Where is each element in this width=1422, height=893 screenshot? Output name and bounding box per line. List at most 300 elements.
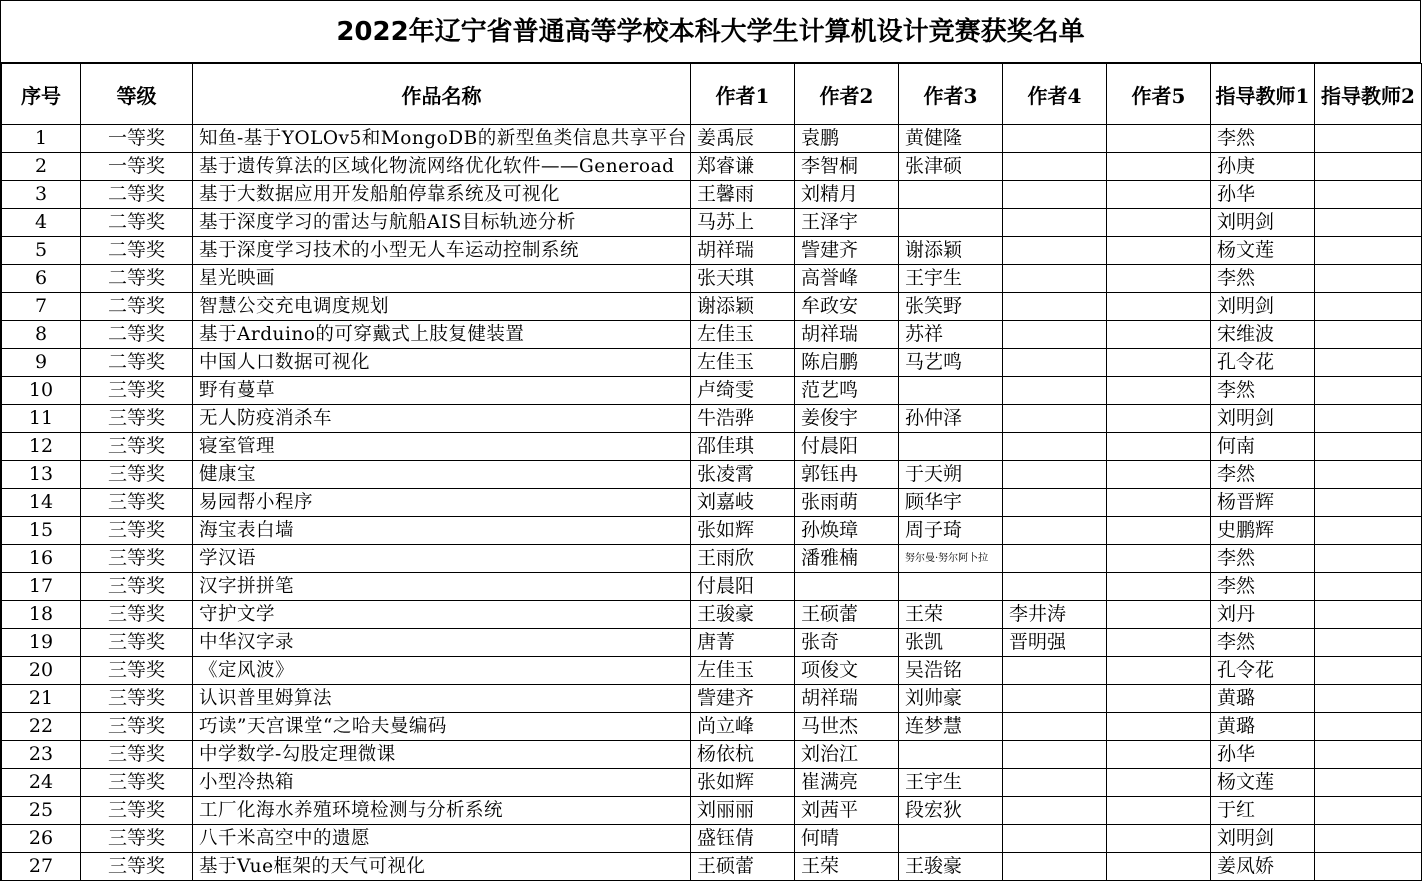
cell-author5 xyxy=(1107,237,1211,265)
cell-advisor1: 杨晋辉 xyxy=(1211,489,1315,517)
cell-author4 xyxy=(1003,545,1107,573)
cell-author3: 王宇生 xyxy=(899,769,1003,797)
cell-author3: 张笑野 xyxy=(899,293,1003,321)
cell-author2: 牟政安 xyxy=(795,293,899,321)
cell-advisor2 xyxy=(1315,293,1422,321)
cell-work-name: 小型冷热箱 xyxy=(193,769,691,797)
cell-work-name: 八千米高空中的遗愿 xyxy=(193,825,691,853)
cell-author4 xyxy=(1003,741,1107,769)
cell-advisor2 xyxy=(1315,461,1422,489)
cell-author2: 项俊文 xyxy=(795,657,899,685)
cell-level: 三等奖 xyxy=(81,685,193,713)
cell-author5 xyxy=(1107,349,1211,377)
cell-advisor1: 李然 xyxy=(1211,629,1315,657)
cell-level: 三等奖 xyxy=(81,601,193,629)
cell-author1: 王雨欣 xyxy=(691,545,795,573)
cell-author3: 王宇生 xyxy=(899,265,1003,293)
cell-author2: 袁鹏 xyxy=(795,125,899,153)
header-index: 序号 xyxy=(2,64,81,125)
cell-work-name: 中国人口数据可视化 xyxy=(193,349,691,377)
cell-author4 xyxy=(1003,825,1107,853)
header-author5: 作者5 xyxy=(1107,64,1211,125)
cell-author1: 刘嘉岐 xyxy=(691,489,795,517)
cell-advisor2 xyxy=(1315,741,1422,769)
cell-author3: 马艺鸣 xyxy=(899,349,1003,377)
cell-author5 xyxy=(1107,125,1211,153)
cell-index: 12 xyxy=(2,433,81,461)
cell-author2: 孙焕璋 xyxy=(795,517,899,545)
table-row xyxy=(2,517,1422,545)
cell-work-name: 易园帮小程序 xyxy=(193,489,691,517)
table-row xyxy=(2,853,1422,881)
cell-work-name: 基于遗传算法的区域化物流网络优化软件——Generoad xyxy=(193,153,691,181)
cell-author5 xyxy=(1107,265,1211,293)
cell-author2: 何晴 xyxy=(795,825,899,853)
cell-level: 三等奖 xyxy=(81,461,193,489)
cell-index: 2 xyxy=(2,153,81,181)
cell-author3: 张津硕 xyxy=(899,153,1003,181)
cell-index: 14 xyxy=(2,489,81,517)
cell-author2: 胡祥瑞 xyxy=(795,321,899,349)
cell-index: 17 xyxy=(2,573,81,601)
header-advisor1: 指导教师1 xyxy=(1211,64,1315,125)
cell-advisor1: 宋维波 xyxy=(1211,321,1315,349)
cell-author2: 王硕蕾 xyxy=(795,601,899,629)
cell-author4 xyxy=(1003,853,1107,881)
cell-work-name: 野有蔓草 xyxy=(193,377,691,405)
cell-advisor2 xyxy=(1315,573,1422,601)
cell-author4 xyxy=(1003,377,1107,405)
table-row xyxy=(2,797,1422,825)
cell-work-name: 基于大数据应用开发船舶停靠系统及可视化 xyxy=(193,181,691,209)
cell-author5 xyxy=(1107,825,1211,853)
header-author2: 作者2 xyxy=(795,64,899,125)
cell-author2: 郭钰冉 xyxy=(795,461,899,489)
cell-work-name: 中学数学-勾股定理微课 xyxy=(193,741,691,769)
cell-level: 三等奖 xyxy=(81,517,193,545)
cell-level: 二等奖 xyxy=(81,209,193,237)
cell-advisor2 xyxy=(1315,153,1422,181)
cell-author4 xyxy=(1003,405,1107,433)
cell-author3 xyxy=(899,433,1003,461)
cell-index: 25 xyxy=(2,797,81,825)
cell-author4: 晋明强 xyxy=(1003,629,1107,657)
cell-advisor1: 孙庚 xyxy=(1211,153,1315,181)
cell-author1: 张如辉 xyxy=(691,769,795,797)
table-row xyxy=(2,433,1422,461)
cell-author5 xyxy=(1107,657,1211,685)
cell-advisor1: 李然 xyxy=(1211,573,1315,601)
cell-author3: 孙仲泽 xyxy=(899,405,1003,433)
cell-author3: 黄健隆 xyxy=(899,125,1003,153)
cell-advisor2 xyxy=(1315,265,1422,293)
cell-work-name: 认识普里姆算法 xyxy=(193,685,691,713)
cell-author3 xyxy=(899,377,1003,405)
cell-advisor1: 黄璐 xyxy=(1211,685,1315,713)
cell-author5 xyxy=(1107,293,1211,321)
cell-advisor2 xyxy=(1315,209,1422,237)
cell-advisor1: 杨文莲 xyxy=(1211,237,1315,265)
cell-author2: 王泽宇 xyxy=(795,209,899,237)
cell-author4 xyxy=(1003,125,1107,153)
cell-author1: 王硕蕾 xyxy=(691,853,795,881)
table-row xyxy=(2,321,1422,349)
cell-author4 xyxy=(1003,321,1107,349)
cell-author1: 訾建齐 xyxy=(691,685,795,713)
cell-level: 三等奖 xyxy=(81,405,193,433)
table-row xyxy=(2,377,1422,405)
cell-author5 xyxy=(1107,405,1211,433)
table-body xyxy=(2,125,1422,881)
table-row xyxy=(2,741,1422,769)
cell-work-name: 智慧公交充电调度规划 xyxy=(193,293,691,321)
cell-author1: 刘丽丽 xyxy=(691,797,795,825)
cell-author3: 顾华宇 xyxy=(899,489,1003,517)
table-row xyxy=(2,349,1422,377)
cell-advisor1: 李然 xyxy=(1211,377,1315,405)
cell-advisor2 xyxy=(1315,125,1422,153)
cell-author2: 刘精月 xyxy=(795,181,899,209)
cell-index: 8 xyxy=(2,321,81,349)
cell-work-name: 基于深度学习的雷达与航船AIS目标轨迹分析 xyxy=(193,209,691,237)
cell-author4 xyxy=(1003,769,1107,797)
cell-index: 4 xyxy=(2,209,81,237)
cell-author2: 王荣 xyxy=(795,853,899,881)
cell-author2 xyxy=(795,573,899,601)
cell-advisor2 xyxy=(1315,769,1422,797)
cell-advisor2 xyxy=(1315,657,1422,685)
table-row xyxy=(2,825,1422,853)
cell-index: 26 xyxy=(2,825,81,853)
cell-index: 23 xyxy=(2,741,81,769)
cell-author2: 訾建齐 xyxy=(795,237,899,265)
cell-author3: 王荣 xyxy=(899,601,1003,629)
header-level: 等级 xyxy=(81,64,193,125)
cell-index: 11 xyxy=(2,405,81,433)
cell-level: 二等奖 xyxy=(81,181,193,209)
table-row xyxy=(2,769,1422,797)
cell-level: 二等奖 xyxy=(81,265,193,293)
cell-author1: 尚立峰 xyxy=(691,713,795,741)
cell-index: 9 xyxy=(2,349,81,377)
cell-author4 xyxy=(1003,293,1107,321)
cell-author2: 崔满亮 xyxy=(795,769,899,797)
cell-author1: 杨依杭 xyxy=(691,741,795,769)
table-row xyxy=(2,293,1422,321)
cell-level: 三等奖 xyxy=(81,433,193,461)
cell-author4 xyxy=(1003,433,1107,461)
cell-author4 xyxy=(1003,209,1107,237)
cell-author4 xyxy=(1003,237,1107,265)
cell-advisor1: 杨文莲 xyxy=(1211,769,1315,797)
table-row xyxy=(2,153,1422,181)
cell-work-name: 巧读”天宫课堂“之哈夫曼编码 xyxy=(193,713,691,741)
table-row xyxy=(2,237,1422,265)
cell-author1: 胡祥瑞 xyxy=(691,237,795,265)
cell-advisor2 xyxy=(1315,601,1422,629)
cell-level: 三等奖 xyxy=(81,489,193,517)
cell-advisor2 xyxy=(1315,853,1422,881)
header-author1: 作者1 xyxy=(691,64,795,125)
cell-author5 xyxy=(1107,517,1211,545)
cell-advisor2 xyxy=(1315,685,1422,713)
cell-author5 xyxy=(1107,461,1211,489)
cell-author1: 张天琪 xyxy=(691,265,795,293)
table-row xyxy=(2,405,1422,433)
header-advisor2: 指导教师2 xyxy=(1315,64,1422,125)
cell-author3: 吴浩铭 xyxy=(899,657,1003,685)
cell-author2: 付晨阳 xyxy=(795,433,899,461)
cell-advisor2 xyxy=(1315,181,1422,209)
cell-author3 xyxy=(899,825,1003,853)
cell-author5 xyxy=(1107,573,1211,601)
cell-advisor2 xyxy=(1315,405,1422,433)
cell-advisor2 xyxy=(1315,629,1422,657)
cell-author4 xyxy=(1003,461,1107,489)
cell-advisor2 xyxy=(1315,489,1422,517)
cell-author1: 左佳玉 xyxy=(691,657,795,685)
cell-level: 三等奖 xyxy=(81,825,193,853)
cell-author5 xyxy=(1107,797,1211,825)
table-row xyxy=(2,545,1422,573)
cell-level: 一等奖 xyxy=(81,153,193,181)
cell-author1: 马苏上 xyxy=(691,209,795,237)
cell-author3: 王骏豪 xyxy=(899,853,1003,881)
cell-author4: 李井涛 xyxy=(1003,601,1107,629)
cell-work-name: 基于Vue框架的天气可视化 xyxy=(193,853,691,881)
cell-author1: 牛浩骅 xyxy=(691,405,795,433)
cell-author3 xyxy=(899,181,1003,209)
cell-level: 一等奖 xyxy=(81,125,193,153)
cell-work-name: 无人防疫消杀车 xyxy=(193,405,691,433)
cell-author1: 邵佳琪 xyxy=(691,433,795,461)
cell-author5 xyxy=(1107,545,1211,573)
cell-author5 xyxy=(1107,433,1211,461)
cell-advisor1: 于红 xyxy=(1211,797,1315,825)
table-row xyxy=(2,601,1422,629)
header-author3: 作者3 xyxy=(899,64,1003,125)
cell-advisor1: 李然 xyxy=(1211,545,1315,573)
cell-index: 27 xyxy=(2,853,81,881)
cell-author5 xyxy=(1107,853,1211,881)
cell-author2: 陈启鹏 xyxy=(795,349,899,377)
cell-author5 xyxy=(1107,181,1211,209)
cell-author2: 姜俊宇 xyxy=(795,405,899,433)
cell-index: 15 xyxy=(2,517,81,545)
cell-advisor1: 刘明剑 xyxy=(1211,825,1315,853)
cell-author4 xyxy=(1003,573,1107,601)
cell-author5 xyxy=(1107,713,1211,741)
cell-index: 21 xyxy=(2,685,81,713)
cell-advisor1: 李然 xyxy=(1211,265,1315,293)
cell-author1: 左佳玉 xyxy=(691,321,795,349)
table-row xyxy=(2,713,1422,741)
cell-author5 xyxy=(1107,377,1211,405)
cell-work-name: 海宝表白墙 xyxy=(193,517,691,545)
cell-advisor1: 李然 xyxy=(1211,125,1315,153)
cell-advisor2 xyxy=(1315,433,1422,461)
cell-author5 xyxy=(1107,489,1211,517)
cell-author4 xyxy=(1003,713,1107,741)
cell-level: 二等奖 xyxy=(81,349,193,377)
cell-level: 三等奖 xyxy=(81,853,193,881)
cell-level: 三等奖 xyxy=(81,629,193,657)
cell-author3: 于天朔 xyxy=(899,461,1003,489)
cell-author4 xyxy=(1003,181,1107,209)
cell-index: 20 xyxy=(2,657,81,685)
table-row xyxy=(2,489,1422,517)
cell-work-name: 知鱼-基于YOLOv5和MongoDB的新型鱼类信息共享平台 xyxy=(193,125,691,153)
cell-author5 xyxy=(1107,769,1211,797)
cell-level: 二等奖 xyxy=(81,237,193,265)
cell-index: 22 xyxy=(2,713,81,741)
cell-author3: 努尔曼·努尔阿卜拉 xyxy=(899,545,1003,573)
cell-author5 xyxy=(1107,209,1211,237)
cell-author1: 卢绮雯 xyxy=(691,377,795,405)
cell-author1: 张如辉 xyxy=(691,517,795,545)
cell-advisor2 xyxy=(1315,517,1422,545)
cell-advisor1: 史鹏辉 xyxy=(1211,517,1315,545)
cell-author1: 左佳玉 xyxy=(691,349,795,377)
cell-work-name: 基于深度学习技术的小型无人车运动控制系统 xyxy=(193,237,691,265)
cell-author1: 唐菁 xyxy=(691,629,795,657)
cell-author5 xyxy=(1107,741,1211,769)
table-row xyxy=(2,461,1422,489)
cell-level: 三等奖 xyxy=(81,741,193,769)
cell-index: 24 xyxy=(2,769,81,797)
cell-level: 三等奖 xyxy=(81,797,193,825)
cell-work-name: 寝室管理 xyxy=(193,433,691,461)
cell-author2: 范艺鸣 xyxy=(795,377,899,405)
table-row xyxy=(2,265,1422,293)
cell-author3: 张凯 xyxy=(899,629,1003,657)
cell-advisor2 xyxy=(1315,377,1422,405)
cell-level: 三等奖 xyxy=(81,657,193,685)
cell-author4 xyxy=(1003,265,1107,293)
cell-author2: 胡祥瑞 xyxy=(795,685,899,713)
cell-advisor1: 刘丹 xyxy=(1211,601,1315,629)
cell-level: 三等奖 xyxy=(81,545,193,573)
table-row xyxy=(2,657,1422,685)
table-row xyxy=(2,573,1422,601)
cell-advisor1: 刘明剑 xyxy=(1211,209,1315,237)
cell-author5 xyxy=(1107,629,1211,657)
cell-author5 xyxy=(1107,153,1211,181)
table-row xyxy=(2,181,1422,209)
cell-author1: 付晨阳 xyxy=(691,573,795,601)
cell-work-name: 守护文学 xyxy=(193,601,691,629)
cell-author5 xyxy=(1107,685,1211,713)
cell-work-name: 工厂化海水养殖环境检测与分析系统 xyxy=(193,797,691,825)
cell-work-name: 基于Arduino的可穿戴式上肢复健装置 xyxy=(193,321,691,349)
cell-author2: 高誉峰 xyxy=(795,265,899,293)
cell-author5 xyxy=(1107,321,1211,349)
cell-advisor1: 孙华 xyxy=(1211,741,1315,769)
cell-advisor2 xyxy=(1315,545,1422,573)
cell-level: 三等奖 xyxy=(81,573,193,601)
cell-work-name: 《定风波》 xyxy=(193,657,691,685)
cell-author4 xyxy=(1003,657,1107,685)
cell-advisor1: 刘明剑 xyxy=(1211,293,1315,321)
cell-author2: 李智桐 xyxy=(795,153,899,181)
cell-level: 三等奖 xyxy=(81,769,193,797)
cell-author4 xyxy=(1003,797,1107,825)
cell-advisor2 xyxy=(1315,321,1422,349)
cell-work-name: 汉字拼拼笔 xyxy=(193,573,691,601)
cell-level: 二等奖 xyxy=(81,321,193,349)
header-author4: 作者4 xyxy=(1003,64,1107,125)
cell-index: 16 xyxy=(2,545,81,573)
cell-advisor1: 李然 xyxy=(1211,461,1315,489)
header-work-name: 作品名称 xyxy=(193,64,691,125)
cell-advisor2 xyxy=(1315,349,1422,377)
cell-author2: 张奇 xyxy=(795,629,899,657)
cell-level: 二等奖 xyxy=(81,293,193,321)
cell-advisor1: 孔令花 xyxy=(1211,657,1315,685)
cell-author3: 刘帅豪 xyxy=(899,685,1003,713)
cell-index: 18 xyxy=(2,601,81,629)
table-row xyxy=(2,125,1422,153)
table-row xyxy=(2,685,1422,713)
cell-author3: 苏祥 xyxy=(899,321,1003,349)
cell-author1: 姜禹辰 xyxy=(691,125,795,153)
cell-author3: 段宏狄 xyxy=(899,797,1003,825)
award-table xyxy=(1,63,1422,881)
cell-author4 xyxy=(1003,153,1107,181)
cell-author1: 盛钰倩 xyxy=(691,825,795,853)
cell-work-name: 星光映画 xyxy=(193,265,691,293)
cell-author1: 郑睿谦 xyxy=(691,153,795,181)
cell-author4 xyxy=(1003,685,1107,713)
cell-author4 xyxy=(1003,517,1107,545)
sheet-title: 2022年辽宁省普通高等学校本科大学生计算机设计竞赛获奖名单 xyxy=(1,1,1421,63)
cell-author4 xyxy=(1003,349,1107,377)
cell-author1: 王骏豪 xyxy=(691,601,795,629)
cell-index: 3 xyxy=(2,181,81,209)
cell-work-name: 学汉语 xyxy=(193,545,691,573)
table-row xyxy=(2,209,1422,237)
cell-index: 1 xyxy=(2,125,81,153)
cell-index: 7 xyxy=(2,293,81,321)
cell-advisor1: 何南 xyxy=(1211,433,1315,461)
cell-advisor1: 黄璐 xyxy=(1211,713,1315,741)
cell-index: 19 xyxy=(2,629,81,657)
cell-author5 xyxy=(1107,601,1211,629)
cell-index: 6 xyxy=(2,265,81,293)
cell-work-name: 健康宝 xyxy=(193,461,691,489)
cell-author2: 潘雅楠 xyxy=(795,545,899,573)
cell-author1: 谢添颖 xyxy=(691,293,795,321)
cell-author3 xyxy=(899,209,1003,237)
cell-advisor2 xyxy=(1315,825,1422,853)
cell-author3 xyxy=(899,573,1003,601)
cell-index: 5 xyxy=(2,237,81,265)
cell-advisor1: 姜凤娇 xyxy=(1211,853,1315,881)
cell-advisor2 xyxy=(1315,797,1422,825)
cell-index: 13 xyxy=(2,461,81,489)
cell-author1: 张凌霄 xyxy=(691,461,795,489)
cell-level: 三等奖 xyxy=(81,377,193,405)
cell-author4 xyxy=(1003,489,1107,517)
cell-author2: 张雨萌 xyxy=(795,489,899,517)
cell-advisor2 xyxy=(1315,713,1422,741)
cell-index: 10 xyxy=(2,377,81,405)
cell-author2: 马世杰 xyxy=(795,713,899,741)
cell-advisor1: 孔令花 xyxy=(1211,349,1315,377)
cell-author3 xyxy=(899,741,1003,769)
cell-author3: 周子琦 xyxy=(899,517,1003,545)
table-row xyxy=(2,629,1422,657)
